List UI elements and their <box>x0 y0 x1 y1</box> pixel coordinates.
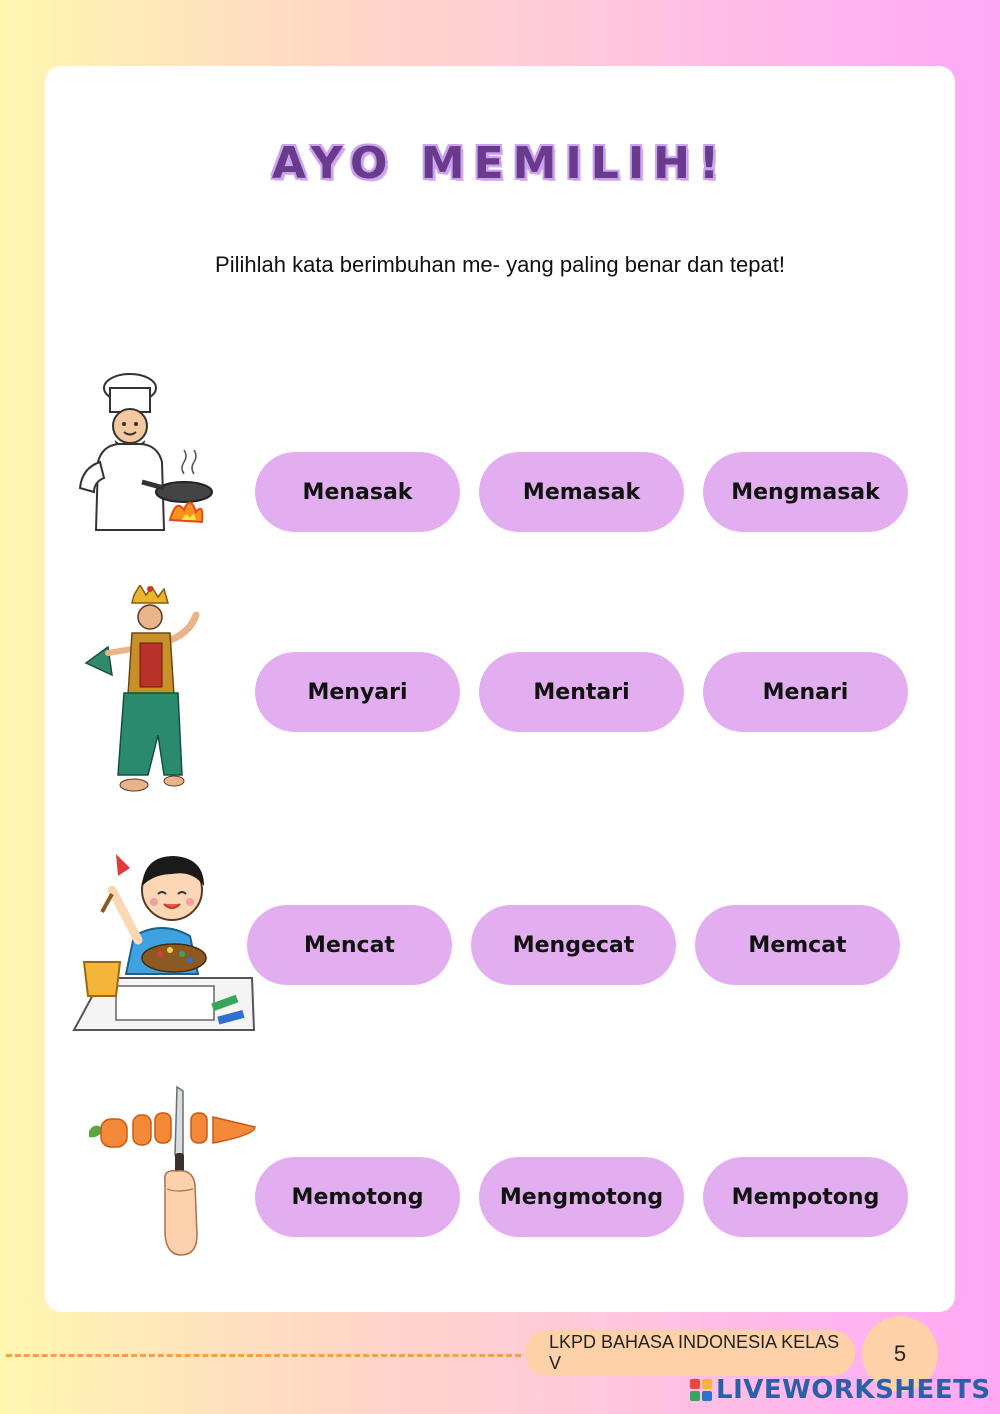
option-2-a[interactable]: Menyari <box>255 652 460 732</box>
option-2-b[interactable]: Mentari <box>479 652 684 732</box>
option-4-c[interactable]: Mempotong <box>703 1157 908 1237</box>
balinese-dancer-illustration <box>78 585 218 800</box>
liveworksheets-logo <box>690 1372 991 1408</box>
option-4-b[interactable]: Mengmotong <box>479 1157 684 1237</box>
brand-text: LIVEWORKSHEETS <box>716 1375 991 1405</box>
page-title: AYO MEMILIH! <box>271 138 729 189</box>
option-1-b[interactable]: Memasak <box>479 452 684 532</box>
option-2-c[interactable]: Menari <box>703 652 908 732</box>
option-1-a[interactable]: Menasak <box>255 452 460 532</box>
footer-label <box>525 1330 855 1376</box>
option-3-c[interactable]: Memcat <box>695 905 900 985</box>
footer-dashed-line <box>6 1354 521 1357</box>
chef-cooking-illustration <box>72 370 222 535</box>
liveworksheets-icon <box>690 1379 712 1401</box>
option-3-b[interactable]: Mengecat <box>471 905 676 985</box>
cutting-carrot-illustration <box>85 1085 260 1260</box>
option-1-c[interactable]: Mengmasak <box>703 452 908 532</box>
option-4-a[interactable]: Memotong <box>255 1157 460 1237</box>
option-3-a[interactable]: Mencat <box>247 905 452 985</box>
footer-label-text: LKPD BAHASA INDONESIA KELAS V <box>549 1332 840 1373</box>
instruction-text: Pilihlah kata berimbuhan me- yang paling benar dan tepat! <box>215 252 785 277</box>
child-painting-illustration <box>72 850 257 1035</box>
page-number-text: 5 <box>893 1341 907 1366</box>
